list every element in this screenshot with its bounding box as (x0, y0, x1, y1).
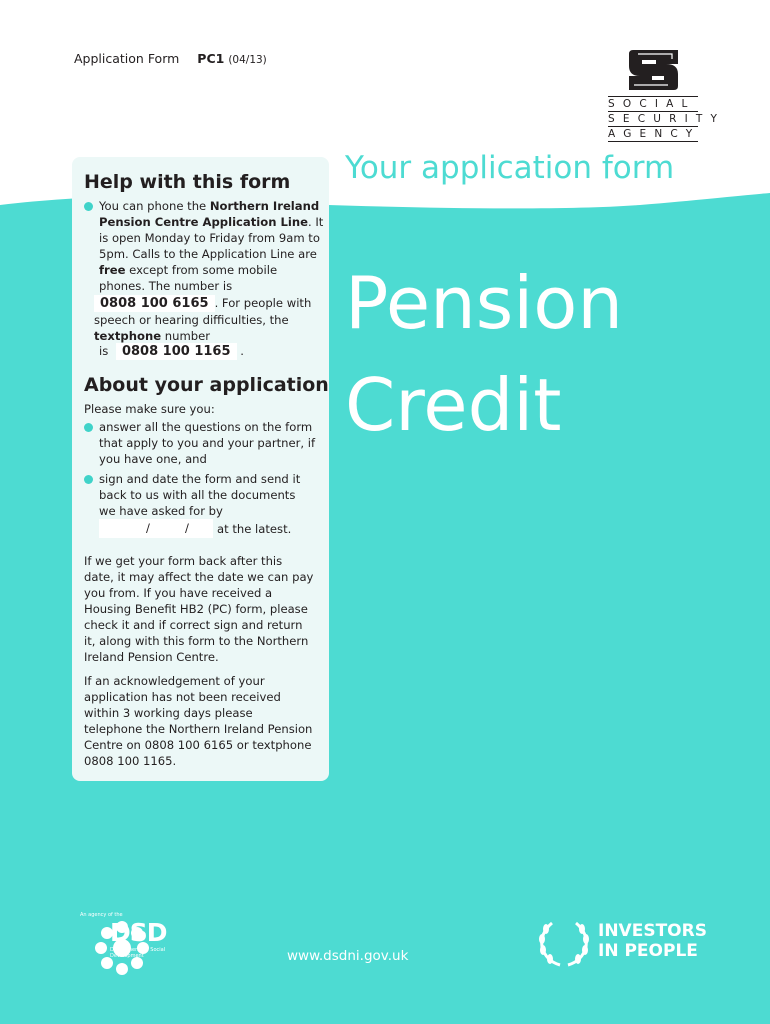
bullet-icon (84, 423, 93, 432)
iip-line-2: IN PEOPLE (598, 941, 698, 961)
subtitle: Your application form (345, 150, 675, 186)
ssa-line-security: SECURITY (608, 113, 726, 125)
about-paragraph-2: If an acknowledgement of your application has not been received within 3 working days please telephone the Northern Ireland Pension Centre on 0808 100 6165 or textphone 0808 100 1165. (84, 674, 313, 768)
help-p2: It is open Monday to Friday from 9am to 5pm. Calls to the Application Line are (99, 215, 324, 261)
latest-label: at the latest. (217, 522, 292, 536)
date-separator-2: / (185, 521, 189, 535)
is-label: is (99, 344, 109, 358)
investors-in-people-wreath-icon (536, 915, 592, 971)
phone-number: 0808 100 6165 (94, 295, 215, 312)
iip-line-1: INVESTORS (598, 921, 707, 941)
bullet-icon (84, 202, 93, 211)
help-p3-bold: textphone (94, 329, 162, 343)
dsd-department: Department for Social Development (110, 947, 166, 959)
help-p1: You can phone the (99, 199, 210, 213)
dsd-name: DSD (110, 918, 167, 947)
form-date: (04/13) (228, 54, 267, 66)
title-line-2: Credit (345, 363, 562, 447)
website-link[interactable]: www.dsdni.gov.uk (287, 948, 409, 964)
help-textphone-line (99, 343, 325, 360)
help-panel (72, 157, 329, 781)
help-p1-bold: Northern Ireland Pension Centre Application Line (99, 199, 320, 229)
textphone-number: 0808 100 1165 (116, 343, 237, 360)
form-reference (74, 51, 267, 66)
help-heading: Help with this form (84, 171, 291, 193)
dsd-agency-note: An agency of the (80, 912, 123, 918)
help-phone-line (94, 295, 324, 344)
title-line-1: Pension (345, 261, 623, 345)
help-p2-bold: free (99, 263, 126, 277)
date-separator-1: / (146, 521, 150, 535)
ssa-s-icon (626, 50, 680, 90)
social-security-agency-logo (608, 50, 726, 142)
about-heading: About your application (84, 374, 329, 396)
about-paragraph-1: If we get your form back after this date, it may affect the date we can pay you from. If you have received a Housing Benefit HB2 (PC) form, please check it and if correct sign and return it, along with this form to the Northern Ireland Pension Centre. (84, 554, 314, 664)
ssa-line-agency: AGENCY (608, 128, 701, 140)
textphone-dot: . (240, 344, 244, 358)
help-p2-end: except from some mobile phones. The number is (99, 263, 278, 293)
about-bullet-1: answer all the questions on the form that apply to you and your partner, if you have one, and (99, 420, 316, 466)
ssa-line-social: SOCIAL (608, 96, 698, 111)
bullet-icon (84, 475, 93, 484)
help-p3: . For people with speech or hearing difficulties, the (94, 296, 312, 327)
help-text (99, 198, 325, 294)
investors-in-people-text (598, 921, 707, 961)
help-p3-end: number (161, 329, 210, 343)
about-bullet-2: sign and date the form and send it back to us with all the documents we have asked for by (99, 472, 301, 518)
form-code: PC1 (197, 51, 225, 66)
about-intro: Please make sure you: (84, 402, 215, 416)
return-date-field[interactable] (99, 519, 213, 538)
form-label: Application Form (74, 51, 180, 66)
page-title (345, 252, 623, 456)
help-p1-end: . (308, 215, 312, 229)
